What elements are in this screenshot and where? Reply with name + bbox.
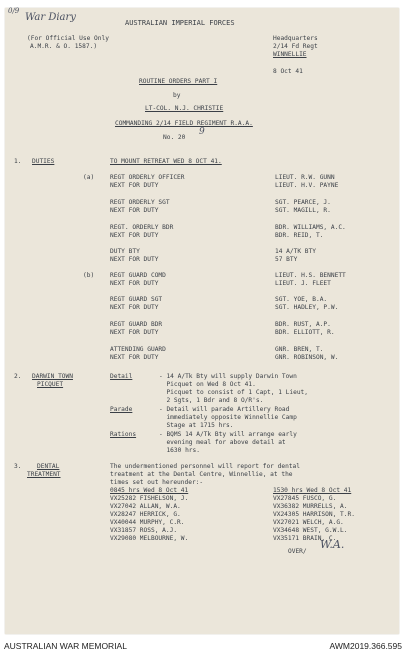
detail-text-line: 2 Sgts, 1 Bdr and 8 O/R's. — [159, 397, 264, 404]
footer-institution: AUSTRALIAN WAR MEMORIAL — [4, 641, 127, 651]
routine-orders-document — [5, 8, 399, 634]
archive-footer — [0, 640, 406, 653]
detail-text-line: Picquet to consist of 1 Capt, 1 Lieut, — [159, 389, 309, 396]
dental-left-list-item: VX40044 MURPHY, C.R. — [110, 519, 185, 526]
section-3-heading-line-1: DENTAL — [37, 463, 60, 470]
section-1b-label: (b) — [83, 272, 95, 279]
rations-text-line: evening meal for above detail at — [159, 439, 286, 446]
hq-line-3: WINNELLIE — [273, 51, 307, 58]
dental-left-list-item: VX31857 ROSS, A.J. — [110, 527, 178, 534]
order-number-label: No. 20 — [163, 134, 186, 141]
amr-line: A.M.R. & O. 1587.) — [30, 43, 98, 50]
duty-name: 14 A/TK BTY — [275, 248, 316, 255]
order-date: 8 Oct 41 — [273, 68, 303, 75]
duty-name: GNR. BREN, T. — [275, 346, 324, 353]
by-line: by — [173, 92, 181, 99]
detail-text-line: - 14 A/Tk Bty will supply Darwin Town — [159, 373, 297, 380]
dental-right-list-item: VX27021 WELCH, A.G. — [273, 519, 344, 526]
section-1-heading: DUTIES — [32, 158, 55, 165]
duty-name: BDR. WILLIAMS, A.C. — [275, 224, 346, 231]
next-duty-label: NEXT FOR DUTY — [110, 256, 159, 263]
next-duty-label: NEXT FOR DUTY — [110, 280, 159, 287]
duty-label: REGT GUARD BDR — [110, 321, 163, 328]
parade-text-line: - Detail will parade Artillery Road — [159, 406, 290, 413]
next-duty-label: NEXT FOR DUTY — [110, 329, 159, 336]
duty-name: LIEUT. R.W. GUNN — [275, 174, 335, 181]
dental-left-list-item: VX29080 MELBOURNE, W. — [110, 535, 189, 542]
document-sheet — [5, 8, 399, 634]
rations-label: Rations — [110, 431, 137, 438]
dental-right-list-item: VX35171 BRAIN, C. — [273, 535, 337, 542]
parade-label: Parade — [110, 406, 133, 413]
handwritten-order-suffix: 9 — [199, 127, 205, 137]
duty-name: SGT. PEARCE, J. — [275, 199, 331, 206]
dental-right-list-item: VX34648 WEST, G.W.L. — [273, 527, 348, 534]
dental-intro-line: times set out hereunder:- — [110, 479, 204, 486]
duty-label: ATTENDING GUARD — [110, 346, 166, 353]
duty-label: REGT ORDERLY SGT — [110, 199, 170, 206]
handwritten-corner-number: 0/9 — [8, 7, 20, 15]
next-duty-label: NEXT FOR DUTY — [110, 182, 159, 189]
section-2-heading-line-2: PICQUET — [37, 381, 64, 388]
detail-label: Detail — [110, 373, 133, 380]
dental-intro-line: treatment at the Dental Centre, Winnellie, at the — [110, 471, 293, 478]
duty-label: REGT GUARD SGT — [110, 296, 163, 303]
duty-label: DUTY BTY — [110, 248, 140, 255]
handwritten-initials: W.A. — [320, 538, 345, 551]
rations-text-line: - BQMS 14 A/Tk Bty will arrange early — [159, 431, 297, 438]
next-duty-name: LIEUT. J. FLEET — [275, 280, 331, 287]
dental-left-list-item: VX27042 ALLAN, W.A. — [110, 503, 181, 510]
next-duty-label: NEXT FOR DUTY — [110, 304, 159, 311]
parade-text-line: Stage at 1715 hrs. — [159, 422, 234, 429]
next-duty-name: BDR. ELLIOTT, R. — [275, 329, 335, 336]
over-label: OVER/ — [288, 548, 307, 555]
dental-intro-line: The undermentioned personnel will report for dental — [110, 463, 300, 470]
next-duty-label: NEXT FOR DUTY — [110, 207, 159, 214]
dental-right-list-item: VX27845 FUSCO, G. — [273, 495, 337, 502]
duty-name: BDR. RUST, A.P. — [275, 321, 331, 328]
duty-name: LIEUT. H.S. BENNETT — [275, 272, 346, 279]
next-duty-name: LIEUT. H.V. PAYNE — [275, 182, 339, 189]
hq-line-1: Headquarters — [273, 35, 318, 42]
rations-text-line: 1630 hrs. — [159, 447, 200, 454]
duty-label: REGT GUARD COMD — [110, 272, 166, 279]
next-duty-name: BDR. REID, T. — [275, 232, 324, 239]
section-3-heading-line-2: TREATMENT — [27, 471, 61, 478]
dental-right-list-item: VX36382 MURRELLS, A. — [273, 503, 348, 510]
detail-text-line: Picquet on Wed 8 Oct 41. — [159, 381, 256, 388]
section-1a-label: (a) — [83, 174, 95, 181]
section-1-number: 1. — [14, 158, 22, 165]
next-duty-name: 57 BTY — [275, 256, 298, 263]
next-duty-label: NEXT FOR DUTY — [110, 354, 159, 361]
dental-left-heading: 0845 hrs Wed 8 Oct 41 — [110, 487, 189, 494]
section-1-subheading: TO MOUNT RETREAT WED 8 OCT 41. — [110, 158, 222, 165]
document-title: AUSTRALIAN IMPERIAL FORCES — [125, 19, 235, 27]
parade-text-line: immediately opposite Winnellie Camp — [159, 414, 297, 421]
dental-right-list-item: VX24305 HARRISON, T.R. — [273, 511, 355, 518]
duty-label: REGT ORDERLY OFFICER — [110, 174, 185, 181]
hq-line-2: 2/14 Fd Regt — [273, 43, 318, 50]
handwritten-war-diary: War Diary — [25, 12, 76, 23]
duty-label: REGT. ORDERLY BDR — [110, 224, 174, 231]
next-duty-label: NEXT FOR DUTY — [110, 232, 159, 239]
next-duty-name: SGT. HADLEY, P.W. — [275, 304, 339, 311]
section-2-number: 2. — [14, 373, 22, 380]
section-2-heading-line-1: DARWIN TOWN — [32, 373, 73, 380]
footer-accession-number: AWM2019.366.595 — [329, 641, 402, 651]
next-duty-name: GNR. ROBINSON, W. — [275, 354, 339, 361]
duty-name: SGT. YOE, B.A. — [275, 296, 328, 303]
dental-left-list-item: VX25282 FISHELSON, J. — [110, 495, 189, 502]
next-duty-name: SGT. MAGILL, R. — [275, 207, 331, 214]
official-use-line: (For Official Use Only — [27, 35, 109, 42]
officer-name: LT-COL. N.J. CHRISTIE — [145, 105, 224, 112]
section-3-number: 3. — [14, 463, 22, 470]
routine-orders-heading: ROUTINE ORDERS PART I — [139, 78, 218, 85]
dental-right-heading: 1530 hrs Wed 8 Oct 41 — [273, 487, 352, 494]
dental-left-list-item: VX28247 HERRICK, G. — [110, 511, 181, 518]
commanding-line: COMMANDING 2/14 FIELD REGIMENT R.A.A. — [115, 120, 253, 127]
